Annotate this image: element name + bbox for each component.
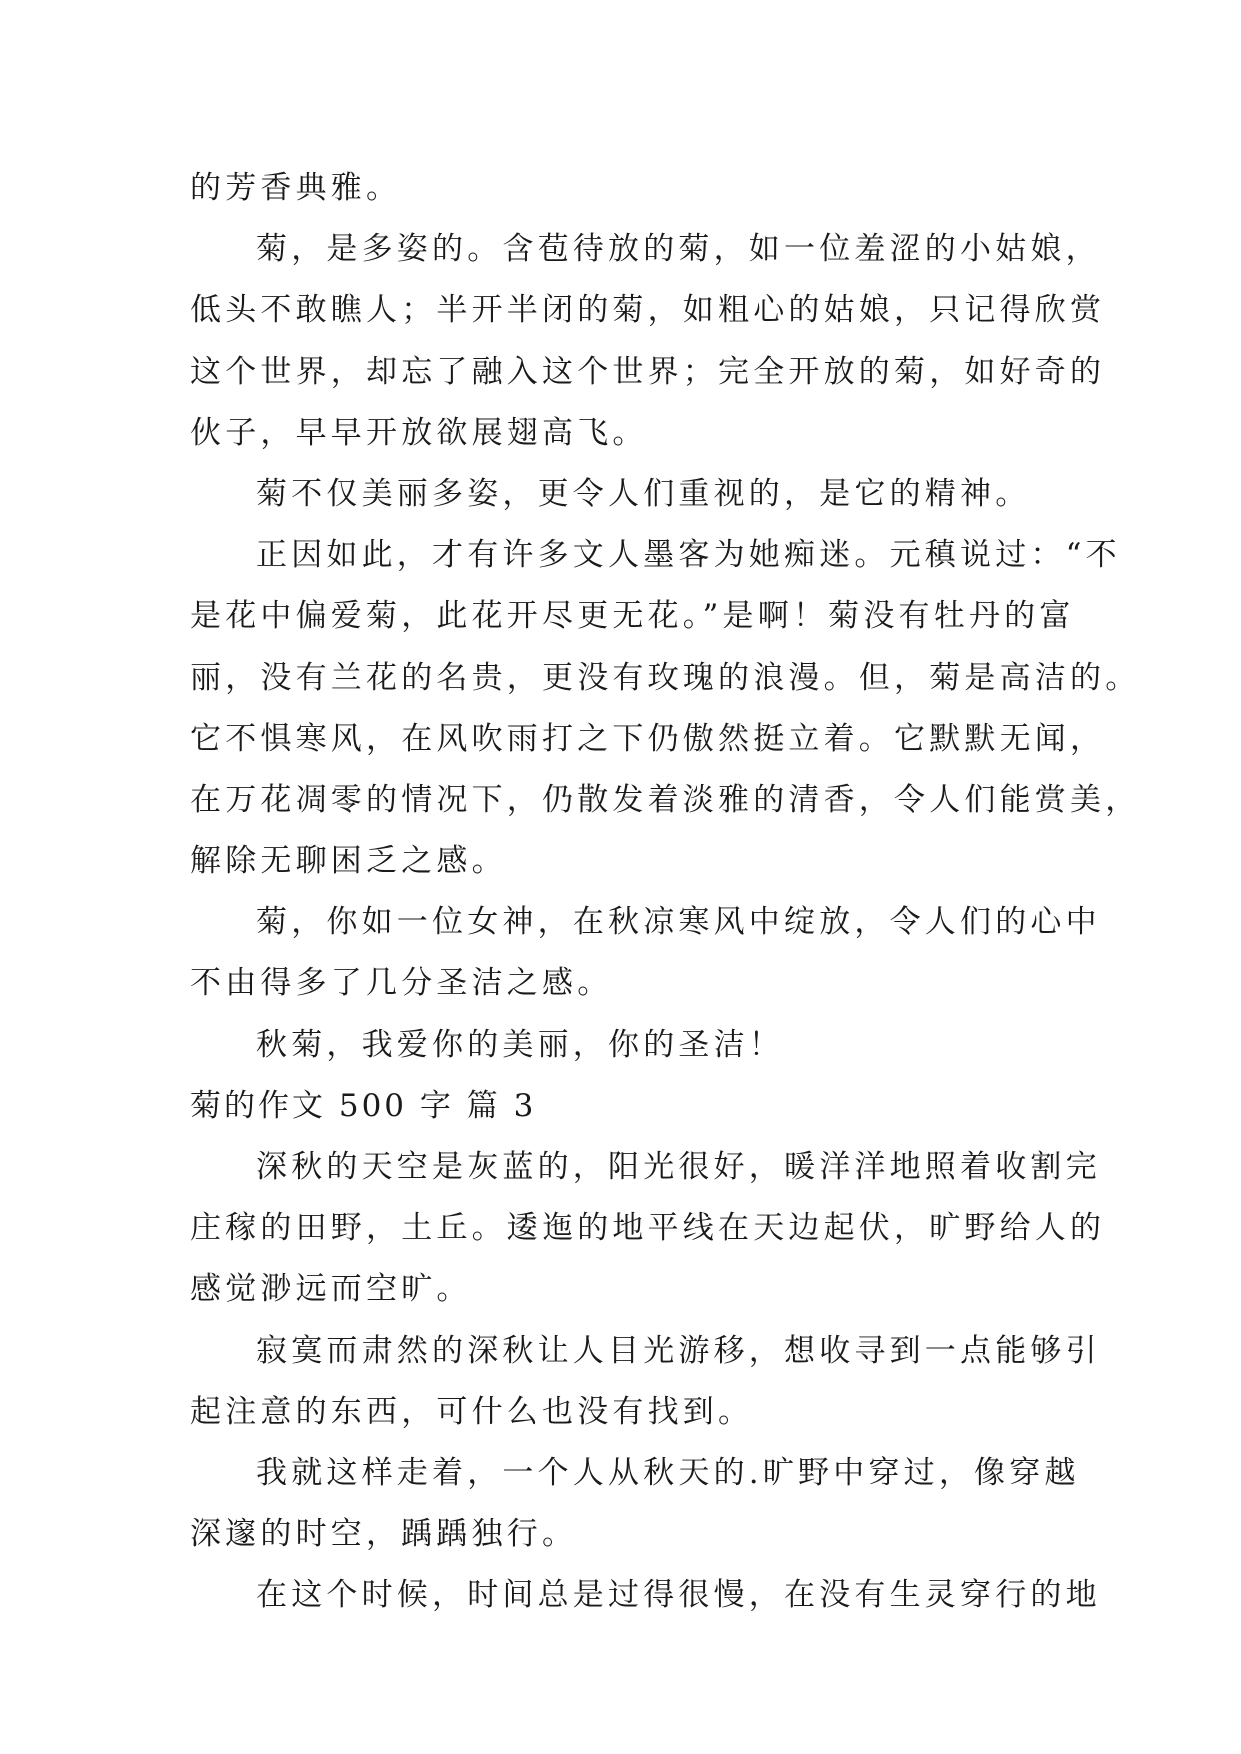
text-line: 深秋的天空是灰蓝的，阳光很好，暖洋洋地照着收割完 (256, 1149, 1101, 1185)
text-line: 正因如此，才有许多文人墨客为她痴迷。元稹说过：“不 (256, 537, 1121, 574)
text-line: 它不惧寒风，在风吹雨打之下仍傲然挺立着。它默默无闻， (190, 720, 1106, 757)
text-line: 菊，是多姿的。含苞待放的菊，如一位羞涩的小姑娘， (256, 231, 1101, 268)
text-line: 寂寞而肃然的深秋让人目光游移，想收寻到一点能够引 (256, 1332, 1101, 1369)
text-line: 是花中偏爱菊，此花开尽更无花。”是啊！菊没有牡丹的富 (190, 598, 1075, 635)
text-line: 这个世界，却忘了融入这个世界；完全开放的菊，如好奇的 (190, 353, 1106, 390)
text-line: 不由得多了几分圣洁之感。 (190, 965, 613, 1002)
text-line: 低头不敢瞧人；半开半闭的菊，如粗心的姑娘，只记得欣赏 (190, 292, 1106, 329)
text-line: 深邃的时空，踽踽独行。 (190, 1516, 578, 1553)
text-line: 在万花凋零的情况下，仍散发着淡雅的清香，令人们能赏美， (190, 781, 1141, 818)
text-line: 起注意的东西，可什么也没有找到。 (190, 1393, 754, 1430)
text-line: 的芳香典雅。 (190, 170, 402, 206)
text-line: 感觉渺远而空旷。 (190, 1271, 472, 1308)
text-line: 伙子，早早开放欲展翅高飞。 (190, 414, 648, 451)
text-line: 在这个时候，时间总是过得很慢，在没有生灵穿行的地 (256, 1577, 1101, 1614)
text-line: 秋菊，我爱你的美丽，你的圣洁！ (256, 1026, 784, 1063)
text-line: 我就这样走着，一个人从秋天的.旷野中穿过，像穿越 (256, 1454, 1080, 1491)
text-line: 丽，没有兰花的名贵，更没有玫瑰的浪漫。但，菊是高洁的。 (190, 659, 1141, 696)
text-line: 菊，你如一位女神，在秋凉寒风中绽放，令人们的心中 (256, 904, 1101, 941)
text-line: 解除无聊困乏之感。 (190, 843, 507, 880)
section-heading: 菊的作文 500 字 篇 3 (190, 1087, 537, 1124)
text-line: 菊不仅美丽多姿，更令人们重视的，是它的精神。 (256, 475, 1031, 512)
text-line: 庄稼的田野，土丘。逶迤的地平线在天边起伏，旷野给人的 (190, 1210, 1106, 1247)
document-body (190, 158, 1141, 1627)
